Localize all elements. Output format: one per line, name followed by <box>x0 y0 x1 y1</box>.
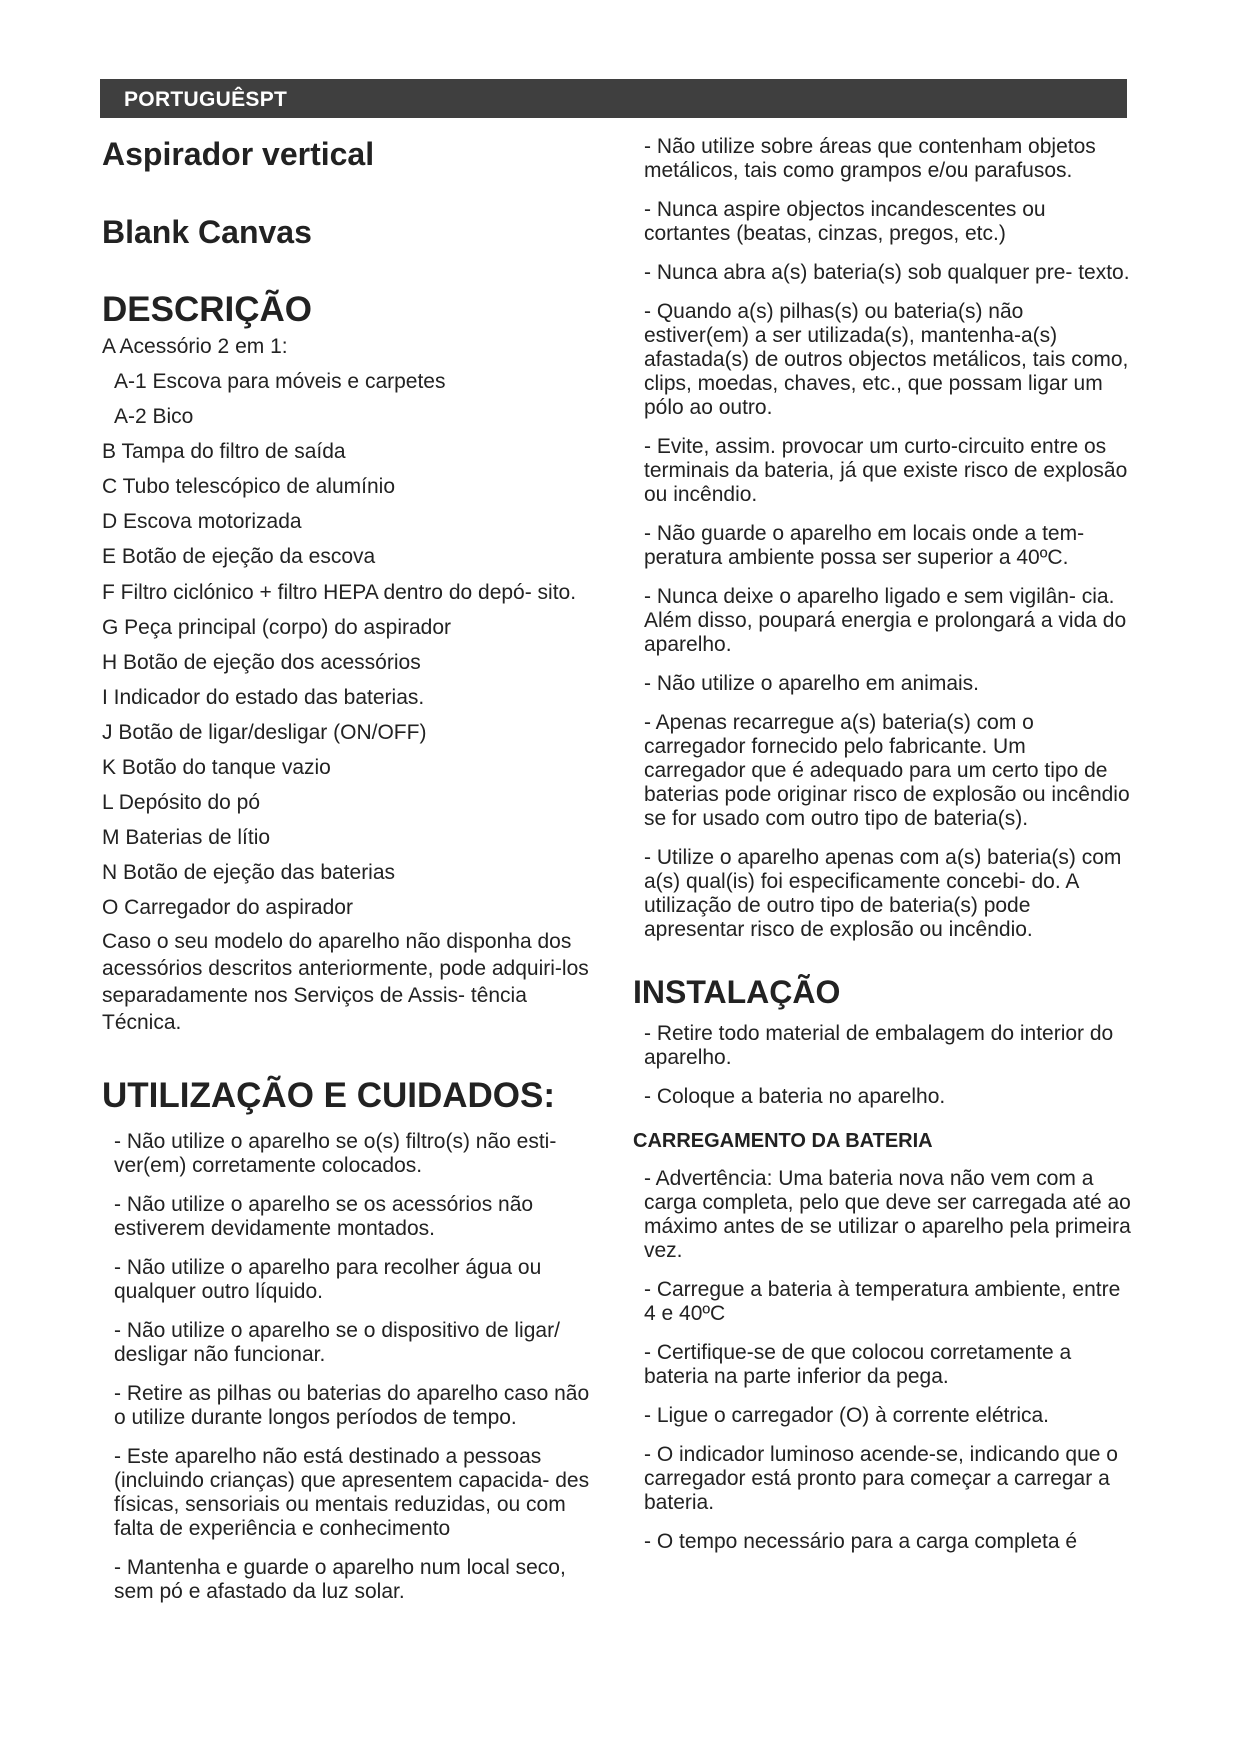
left-column <box>102 130 604 1619</box>
parts-item: F Filtro ciclónico + filtro HEPA dentro do depó- sito. <box>102 581 577 604</box>
cuidados-item: - Não utilize sobre áreas que contenham objetos metálicos, tais como grampos e/ou parafusos. <box>644 135 1096 182</box>
utilizacao-item: - Não utilize o aparelho se o dispositivo de ligar/ desligar não funcionar. <box>114 1319 560 1366</box>
carregamento-heading: CARREGAMENTO DA BATERIA <box>633 1130 933 1152</box>
utilizacao-item: - Não utilize o aparelho se os acessórios não estiverem devidamente montados. <box>114 1193 534 1240</box>
carregamento-item: - Carregue a bateria à temperatura ambiente, entre 4 e 40ºC <box>644 1278 1121 1325</box>
parts-item: D Escova motorizada <box>102 510 302 533</box>
utilizacao-heading: UTILIZAÇÃO E CUIDADOS: <box>102 1076 556 1115</box>
language-bar: PORTUGUÊSPT <box>100 79 1127 118</box>
parts-item: B Tampa do filtro de saída <box>102 440 346 463</box>
instalacao-list <box>633 1022 1133 1109</box>
parts-item: N Botão de ejeção das baterias <box>102 861 396 884</box>
page-title: Aspirador vertical <box>102 136 375 172</box>
cuidados-item: - Nunca aspire objectos incandescentes ou cortantes (beatas, cinzas, pregos, etc.) <box>644 198 1046 245</box>
brand-title: Blank Canvas <box>102 214 312 250</box>
cuidados-item: - Nunca deixe o aparelho ligado e sem vigilân- cia. Além disso, poupará energia e prolongará a vida do aparelho. <box>644 585 1127 656</box>
carregamento-item: - Advertência: Uma bateria nova não vem com a carga completa, pelo que deve ser carregada até ao máximo antes de se utilizar o aparelho pela primeira vez. <box>644 1167 1131 1262</box>
parts-list <box>102 334 604 921</box>
cuidados-item: - Utilize o aparelho apenas com a(s) bateria(s) com a(s) qual(is) foi especificamente concebi- do. A utilização de outro tipo de bateria(s) pode apresentar risco de explosão ou incêndio. <box>644 846 1122 941</box>
carregamento-list <box>633 1167 1133 1554</box>
utilizacao-item: - Mantenha e guarde o aparelho num local seco, sem pó e afastado da luz solar. <box>114 1556 566 1603</box>
parts-item: A Acessório 2 em 1: <box>102 335 288 358</box>
accessories-note: Caso o seu modelo do aparelho não disponha dos acessórios descritos anteriormente, pode adquiri-los separadamente nos Serviços de Assis- tência Técnica. <box>102 930 589 1034</box>
cuidados-list <box>633 135 1133 942</box>
parts-item: M Baterias de lítio <box>102 826 271 849</box>
cuidados-item: - Evite, assim. provocar um curto-circuito entre os terminais da bateria, já que existe risco de explosão ou incêndio. <box>644 435 1128 506</box>
instalacao-heading: INSTALAÇÃO <box>633 974 841 1010</box>
parts-item: I Indicador do estado das baterias. <box>102 686 425 709</box>
parts-item: K Botão do tanque vazio <box>102 756 331 779</box>
cuidados-item: - Nunca abra a(s) bateria(s) sob qualquer pre- texto. <box>644 261 1130 284</box>
parts-item: J Botão de ligar/desligar (ON/OFF) <box>102 721 427 744</box>
parts-item: L Depósito do pó <box>102 791 261 814</box>
cuidados-item: - Quando a(s) pilhas(s) ou bateria(s) não estiver(em) a ser utilizada(s), mantenha-a(s) afastada(s) de outros objectos metálicos, tais como, clips, moedas, chaves, etc., que possam ligar um pólo ao outro. <box>644 300 1129 419</box>
instalacao-item: - Coloque a bateria no aparelho. <box>644 1085 946 1108</box>
parts-item: A-2 Bico <box>114 405 194 428</box>
utilizacao-item: - Não utilize o aparelho se o(s) filtro(s) não esti- ver(em) corretamente colocados. <box>114 1130 557 1177</box>
right-column <box>633 130 1133 1569</box>
parts-item: H Botão de ejeção dos acessórios <box>102 651 421 674</box>
instalacao-item: - Retire todo material de embalagem do interior do aparelho. <box>644 1022 1114 1069</box>
cuidados-item: - Não guarde o aparelho em locais onde a tem- peratura ambiente possa ser superior a 40ºC. <box>644 522 1085 569</box>
utilizacao-list <box>102 1130 604 1604</box>
utilizacao-item: - Este aparelho não está destinado a pessoas (incluindo crianças) que apresentem capacida- des físicas, sensoriais ou mentais reduzidas, ou com falta de experiência e conhecimento <box>114 1445 590 1540</box>
parts-item: E Botão de ejeção da escova <box>102 545 376 568</box>
carregamento-item: - O indicador luminoso acende-se, indicando que o carregador está pronto para começar a carregar a bateria. <box>644 1443 1118 1514</box>
cuidados-item: - Não utilize o aparelho em animais. <box>644 672 979 695</box>
parts-item: O Carregador do aspirador <box>102 896 353 919</box>
parts-item: G Peça principal (corpo) do aspirador <box>102 616 452 639</box>
parts-item: C Tubo telescópico de alumínio <box>102 475 396 498</box>
descricao-heading: DESCRIÇÃO <box>102 290 313 329</box>
carregamento-item: - Certifique-se de que colocou corretamente a bateria na parte inferior da pega. <box>644 1341 1072 1388</box>
utilizacao-item: - Retire as pilhas ou baterias do aparelho caso não o utilize durante longos períodos de tempo. <box>114 1382 590 1429</box>
carregamento-item: - Ligue o carregador (O) à corrente elétrica. <box>644 1404 1050 1427</box>
cuidados-item: - Apenas recarregue a(s) bateria(s) com o carregador fornecido pelo fabricante. Um carregador que é adequado para um certo tipo de baterias pode originar risco de explosão ou incêndio se for usado com outro tipo de bateria(s). <box>644 711 1130 830</box>
utilizacao-item: - Não utilize o aparelho para recolher água ou qualquer outro líquido. <box>114 1256 542 1303</box>
parts-item: A-1 Escova para móveis e carpetes <box>114 370 446 393</box>
carregamento-item: - O tempo necessário para a carga completa é <box>644 1530 1078 1553</box>
